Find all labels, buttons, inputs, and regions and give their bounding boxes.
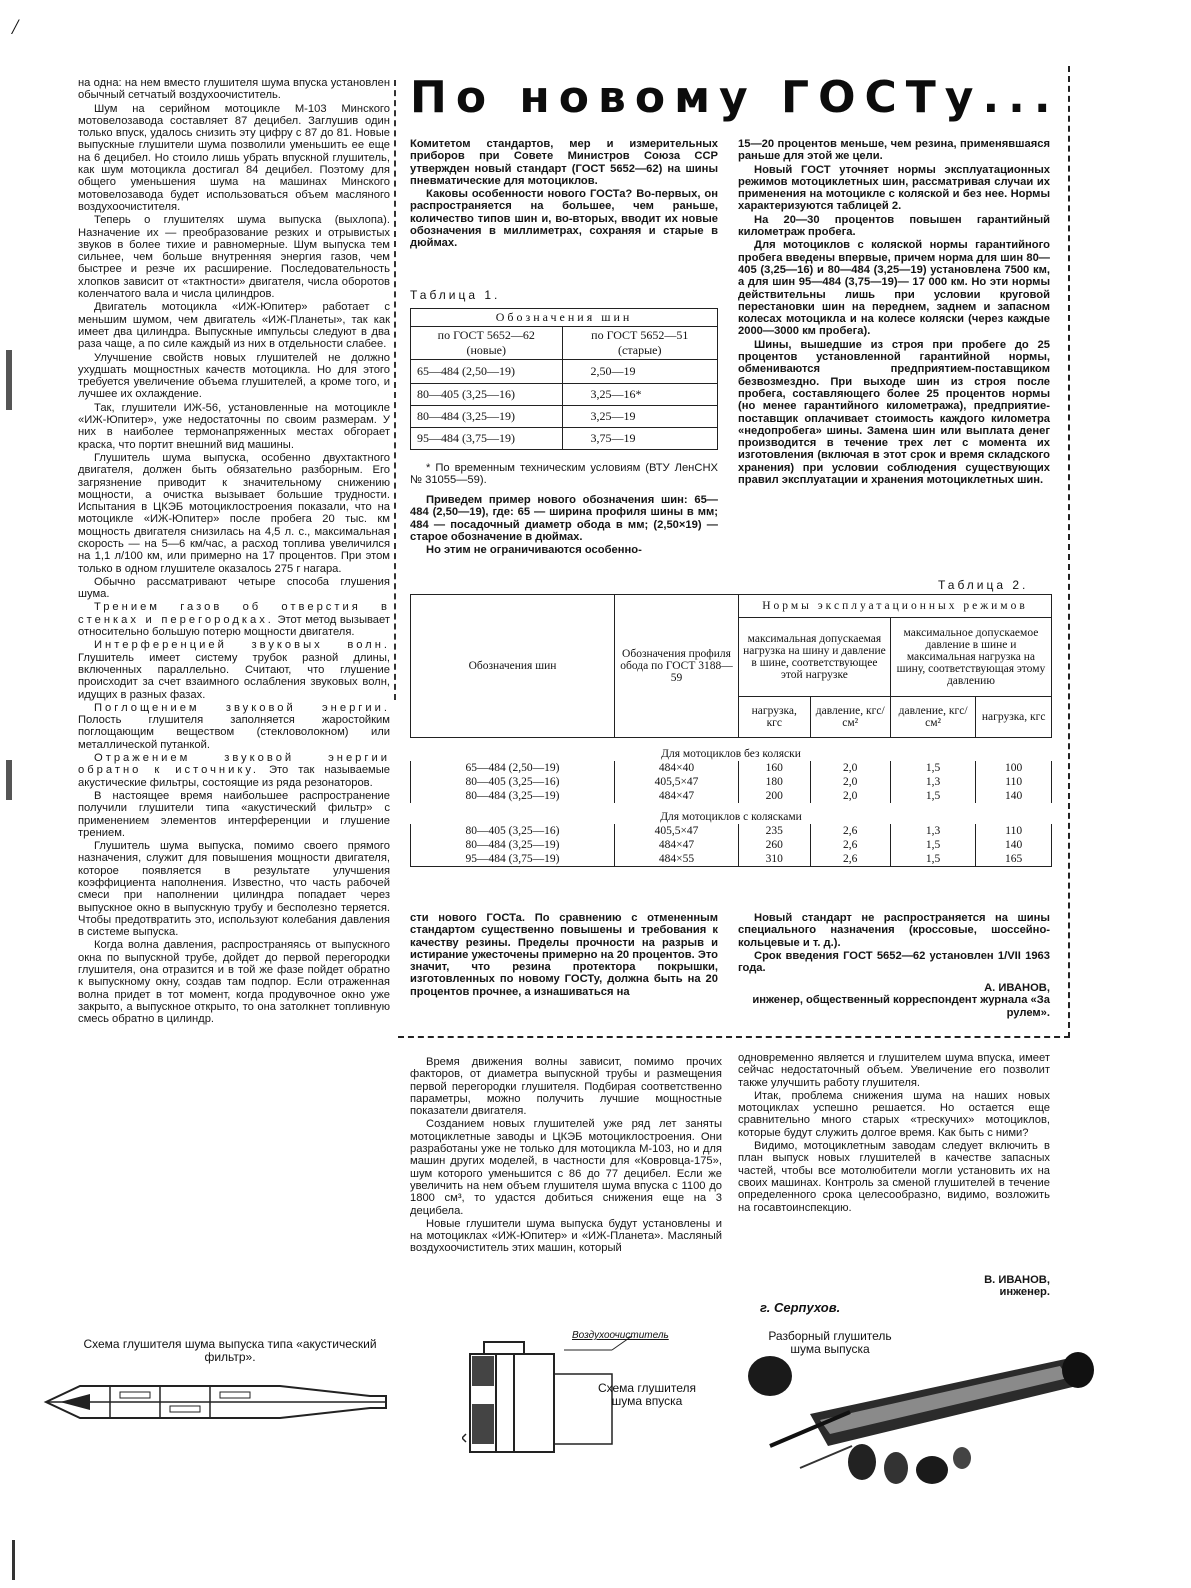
table-row	[411, 824, 1052, 838]
middle-column	[410, 1056, 722, 1256]
right-column	[738, 1052, 1050, 1215]
table-cell: 1,3	[890, 775, 975, 789]
city-label: г. Серпухов.	[760, 1300, 841, 1315]
table-cell: 1,5	[890, 789, 975, 803]
intake-figure-caption: Схема глушителя шума впуска	[597, 1381, 697, 1408]
table-cell: 235	[739, 824, 811, 838]
gost-bottom-right	[738, 912, 1050, 975]
paragraph: Теперь о глушителях шума выпуска (выхлопа). Назначение их — преобразование резких и отрывистых звуков в более тихие и равномерные. Шум выпуска тем сильнее, чем больше внутренняя энергия газов, чем быстрее и резче их расширение. Последовательность хлопков зависит от «тактности» двигателя, числа оборотов коленчатого вала и числа цилиндров.	[78, 214, 390, 301]
paragraph: Срок введения ГОСТ 5652—62 установлен 1/VII 1963 года.	[738, 949, 1050, 975]
table-cell: 65—484 (2,50—19)	[411, 761, 615, 775]
table-cell: 1,5	[890, 761, 975, 775]
table2-col-press: давление, кгс/см²	[890, 697, 975, 738]
table-cell: 200	[739, 789, 811, 803]
table2-col-press: давление, кгс/см²	[810, 697, 890, 738]
table-cell: 3,25—19	[562, 406, 717, 428]
method-paragraph	[78, 639, 390, 700]
paragraph: Новые глушители шума выпуска будут установлены и на мотоциклах «ИЖ-Юпитер» и «ИЖ-Планета». Масляный воздухоочиститель этих машин, который	[410, 1217, 722, 1255]
paragraph: Шины, вышедшие из строя при пробеге до 25 процентов установленной гарантийной нормы, обмениваются предприятием-поставщиком безвозмездно. При выходе шин из строя после пробега, составляющего более 25 процентов нормы (но менее гарантийного километража), предприятие-поставщик оплачивает стоимость каждого километра «недопробега» шины. Замена шин или выплата денег производится в течение трех лет с момента их изготовления (включая в этот срок и время складского хранения) при условии соблюдения существующих правил эксплуатации и хранения мотоциклетных шин.	[738, 338, 1050, 487]
footnote: * По временным техническим условиям (ВТУ ЛенСНХ № 31055—59).	[410, 462, 718, 487]
table-row	[411, 428, 718, 450]
table-cell: 405,5×47	[615, 775, 739, 789]
method-text: Этот метод вызывает относительно большую потерю мощности двигателя.	[78, 613, 390, 639]
table2	[410, 594, 1052, 867]
signature-title: инженер, общественный корреспондент журнала «За рулем».	[752, 994, 1050, 1019]
method-term: Интерференцией звуковых волн.	[94, 639, 390, 652]
table-cell: 110	[976, 775, 1052, 789]
method-text: Полость глушителя заполняется жаростойким поглощающим веществом (стекловолокном) или металлической путанкой.	[78, 714, 390, 751]
table-cell: 95—484 (3,75—19)	[411, 852, 615, 867]
method-term: Трением газов об отверстия в стенках и перегородках.	[78, 601, 390, 626]
gost-right-column	[738, 138, 1050, 487]
table2-group-label: Для мотоциклов с колясками	[660, 811, 802, 823]
table-cell: 80—484 (3,25—19)	[411, 789, 615, 803]
paragraph: Видимо, мотоциклетным заводам следует включить в план выпуск новых глушителей в качестве запасных частей, чтобы все мотолюбители могли установить их на своих машинах. Контроль за сменой глушителей в течение определенного срока целесообразно, видимо, возложить на госавтоинспекцию.	[738, 1140, 1050, 1214]
table-row	[411, 406, 718, 428]
table-row	[411, 761, 1052, 775]
table-cell: 180	[739, 775, 811, 789]
paragraph: Улучшение свойств новых глушителей не должно ухудшать мощностных качеств мотоцикла. Но для этого требуется увеличение объема глушителей, а кроме того, и лучшее их охлаждение.	[78, 351, 390, 401]
paragraph: Время движения волны зависит, помимо прочих факторов, от диаметра выпускной трубы и размещения первой перегородки глушителя. Подбирая соответственно параметры, можно получить лучшие мощностные показатели двигателя.	[410, 1056, 722, 1118]
acoustic-filter-diagram	[40, 1372, 390, 1432]
table1-col-old: по ГОСТ 5652—51 (старые)	[562, 327, 717, 360]
table-cell: 65—484 (2,50—19)	[411, 360, 563, 384]
paragraph: Двигатель мотоцикла «ИЖ-Юпитер» работает с меньшим шумом, чем двигатель «ИЖ-Планеты», так как имеет два цилиндра. Выпускные импульсы следуют в два раза чаще, а по силе каждый из них в отдельности слабее.	[78, 301, 390, 351]
page-mark: /	[12, 14, 19, 39]
table-cell: 405,5×47	[615, 824, 739, 838]
intake-filter-label: Воздухоочиститель	[572, 1330, 669, 1341]
table-cell: 80—405 (3,25—16)	[411, 775, 615, 789]
photo-caption: Разборный глушитель шума выпуска	[768, 1329, 892, 1356]
signature-name: В. ИВАНОВ,	[984, 1274, 1050, 1286]
table-cell: 260	[739, 838, 811, 852]
gost-bottom-left	[410, 912, 718, 999]
table-cell: 160	[739, 761, 811, 775]
paragraph: Приведем пример нового обозначения шин: 65—484 (2,50—19), где: 65 — ширина профиля шины в мм; 484 — посадочный диаметр обода в мм; (2,50×19) — старое обозначение в дюймах.	[410, 494, 718, 543]
table-row	[411, 384, 718, 406]
paragraph: Для мотоциклов с коляской нормы гарантийного пробега введены впервые, причем норма для шин 80—405 (3,25—16) и 80—484 (3,25—19) установлена 7500 км, а для шин 95—484 (3,75—19)— 17 000 км. Но эти нормы действительны лишь при условии круговой перестановки шин на переднем, заднем и запасном колесах мотоцикла и на колесе коляски (через каждые 2000—3000 км пробега).	[738, 239, 1050, 338]
paragraph: Но этим не ограничиваются особенно-	[426, 544, 642, 557]
paragraph: одновременно является и глушителем шума впуска, имеет сейчас недостаточный объем. Увеличение его позволит также улучшить работу глушителя.	[738, 1052, 1050, 1089]
table-cell: 1,5	[890, 838, 975, 852]
table-cell: 310	[739, 852, 811, 867]
table-row	[411, 838, 1052, 852]
table-cell: 484×47	[615, 838, 739, 852]
paragraph: Обычно рассматривают четыре способа глушения шума.	[78, 575, 390, 601]
table-row	[411, 789, 1052, 803]
paragraph: Комитетом стандартов, мер и измерительных приборов при Совете Министров Союза ССР утвержден новый стандарт (ГОСТ 5652—62) на шины пневматические для мотоциклов.	[410, 138, 718, 187]
headline: По новому ГОСТу...	[410, 72, 1060, 123]
scan-edge-mark	[12, 1540, 15, 1580]
paragraph: 15—20 процентов меньше, чем резина, применявшаяся раньше для этой же цели.	[738, 138, 1050, 163]
table-cell: 3,75—19	[562, 428, 717, 450]
paragraph: Каковы особенности нового ГОСТа? Во-первых, он распространяется на большее, чем раньше, количество типов шин и, во-вторых, вводит их новые обозначения в миллиметрах, сохраняя и старые в дюймах.	[410, 188, 718, 250]
table-cell: 95—484 (3,75—19)	[411, 428, 563, 450]
paragraph: Созданием новых глушителей уже ряд лет заняты мотоциклетные заводы и ЦКЭБ мотоциклостроения. Они разработаны уже не только для мотоцикла М-103, но и для машин других моделей, в частности для «Ковровца-175», шум которого уменьшится с 86 до 77 децибел. Если же увеличить на нем объем глушителя шума впуска с 1100 до 1800 см³, то удастся добиться снижения еще на 3 децибела.	[410, 1118, 722, 1217]
table-cell: 2,6	[810, 838, 890, 852]
table-row	[411, 775, 1052, 789]
paragraph: Так, глушители ИЖ-56, установленные на мотоцикле «ИЖ-Юпитер», уже недостаточны по своим размерам. У них в наиболее термонапряженных местах обгорает краска, что портит внешний вид машины.	[78, 401, 390, 451]
table-cell: 2,0	[810, 775, 890, 789]
table-cell: 1,5	[890, 852, 975, 867]
paragraph: Глушитель шума выпуска, помимо своего прямого назначения, служит для повышения мощности двигателя, которое появляется в результате улучшения коэффициента наполнения. Известно, что часть рабочей смеси при наполнении цилиндра попадает через выпускное окно в выпускную трубу и бесполезно теряется. Чтобы предотвратить это, используют колебания давления в системе выпуска.	[78, 840, 390, 939]
table2-group-label: Для мотоциклов без коляски	[661, 748, 801, 760]
signature-name: А. ИВАНОВ,	[984, 982, 1050, 994]
table-cell: 484×47	[615, 789, 739, 803]
paragraph: Новый ГОСТ уточняет нормы эксплуатационных режимов мотоциклетных шин, рассматривая случаи их применения на мотоцикле с коляской и без нее. Нормы характеризуются таблицей 2.	[738, 163, 1050, 213]
gost-mid	[410, 494, 718, 557]
paragraph: В настоящее время наибольшее распространение получили глушители типа «акустический фильтр» с применением элементов интерференции и глушение трением.	[78, 789, 390, 839]
table-cell: 140	[976, 838, 1052, 852]
table2-col-load: нагрузка, кгс	[739, 697, 811, 738]
table-row	[411, 852, 1052, 867]
paragraph: Новый стандарт не распространяется на шины специального назначения (кроссовые, шоссейно-кольцевые и т. д.).	[738, 912, 1050, 949]
method-paragraph	[78, 702, 390, 751]
table-cell: 80—484 (3,25—19)	[411, 406, 563, 428]
table-cell: 165	[976, 852, 1052, 867]
right-signature	[738, 1274, 1050, 1299]
table2-col-max-load: максимальная допускаемая нагрузка на шину и давление в шине, соответствующее этой нагрузке	[739, 618, 891, 697]
signature-title: инженер.	[999, 1286, 1050, 1299]
table2-col-rim: Обозначения профиля обода по ГОСТ 3188—59	[615, 595, 739, 738]
table-cell: 2,6	[810, 852, 890, 867]
table1-title: Таблица 1.	[410, 288, 501, 302]
table2-col-load: нагрузка, кгс	[976, 697, 1052, 738]
muffler-photo	[740, 1350, 1120, 1500]
table-cell: 100	[976, 761, 1052, 775]
table-cell: 140	[976, 789, 1052, 803]
table2-col-tire: Обозначения шин	[411, 595, 615, 738]
table1-group-header: Обозначения шин	[411, 309, 718, 327]
table2-col-max-press: максимальное допускаемое давление в шине и максимальная нагрузка на шину, соответствующая этому давлению	[890, 618, 1051, 697]
gost-signature	[738, 982, 1050, 1019]
paragraph: Шум на серийном мотоцикле М-103 Минского мотовелозавода составляет 87 децибел. Заглушив один только впуск, удалось снизить эту цифру с 87 до 81. Новые выпускные глушители шума позволили уменьшить ее еще на 6 децибел. Но стоило лишь убрать впускной глушитель, как шум мотоцикла достигал 84 децибел. Поэтому для общего уменьшения шума на машинах Минского мотовелозавода будет использоваться объем масляного воздухоочистителя.	[78, 102, 390, 213]
table-cell: 2,6	[810, 824, 890, 838]
table-cell: 80—405 (3,25—16)	[411, 824, 615, 838]
table-cell: 2,50—19	[562, 360, 717, 384]
table-cell: 110	[976, 824, 1052, 838]
method-paragraph	[78, 601, 390, 638]
table1	[410, 308, 718, 450]
paragraph: Итак, проблема снижения шума на наших новых мотоциклах успешно решается. Но остается еще сравнительно много старых «трескучих» мотоциклов, которые будут служить долгое время. Как быть с ними?	[738, 1089, 1050, 1139]
gost-intro	[410, 138, 718, 251]
method-term: Отражением звуковой энергии обратно к источнику.	[78, 752, 390, 777]
table1-col-new: по ГОСТ 5652—62 (новые)	[411, 327, 563, 360]
table-cell: 80—484 (3,25—19)	[411, 838, 615, 852]
table-cell: 3,25—16*	[562, 384, 717, 406]
table2-title: Таблица 2.	[938, 578, 1029, 592]
table-row	[411, 360, 718, 384]
paragraph: Когда волна давления, распространяясь от выпускного окна по выпускной трубе, дойдет до первой перегородки глушителя, она отразится и в той же фазе пойдет обратно к выпускному окну, создав там подпор. Если отраженная волна придет в тот момент, когда продувочное окно уже закрыто, а выпускное открыто, то она затолкнет топливную смесь обратно в цилиндр.	[78, 939, 390, 1026]
table1-footnote	[410, 462, 718, 488]
method-text: Это так называемые акустические фильтры, состоящие из ряда резонаторов.	[78, 764, 390, 789]
method-text: Глушитель имеет систему трубок разной длины, включенных параллельно. Считают, что глушение происходит за счет взаимного ослабления звуковых волн, идущих в разных фазах.	[78, 651, 390, 701]
method-paragraph	[78, 752, 390, 789]
table-cell: 80—405 (3,25—16)	[411, 384, 563, 406]
table-cell: 2,0	[810, 789, 890, 803]
method-term: Поглощением звуковой энергии.	[94, 701, 390, 714]
paragraph: на одна: на нем вместо глушителя шума впуска установлен обычный сетчатый воздухоочиститель.	[78, 77, 390, 102]
left-column	[78, 77, 390, 1027]
scan-edge-mark	[6, 350, 12, 410]
table-cell: 1,3	[890, 824, 975, 838]
paragraph: На 20—30 процентов повышен гарантийный километраж пробега.	[738, 213, 1050, 239]
scan-edge-mark	[6, 760, 12, 800]
left-figure-caption: Схема глушителя шума выпуска типа «акустический фильтр».	[83, 1337, 377, 1364]
table2-col-norms: Нормы эксплуатационных режимов	[739, 595, 1052, 618]
paragraph: Глушитель шума выпуска, особенно двухтактного двигателя, должен быть обязательно разборным. Его загрязнение приводит к значительному снижению мощности, а очистка вызывает большие трудности. Испытания в ЦКЭБ мотоциклостроения показали, что на мотоцикле «ИЖ-Юпитер» после пробега 20 тыс. км мощность двигателя снизилась на 4,5 л. с., максимальная скорость — на 5—6 км/час, а расход топлива увеличился на 1,1 л/100 км, или примерно на 17 процентов. При этом только в одном глушителе оказалось 275 г нагара.	[78, 451, 390, 575]
table-cell: 2,0	[810, 761, 890, 775]
table-cell: 484×55	[615, 852, 739, 867]
column-divider	[394, 80, 396, 700]
paragraph: сти нового ГОСТа. По сравнению с отмененным стандартом существенно повышены и требования к качеству резины. Пределы прочности на разрыв и истирание ужесточены примерно на 20 процентов. Это значит, что резина протектора покрышки, изготовленных по новому ГОСТу, должна быть на 20 процентов прочнее, а изнашиваться на	[410, 912, 718, 998]
table-cell: 484×40	[615, 761, 739, 775]
